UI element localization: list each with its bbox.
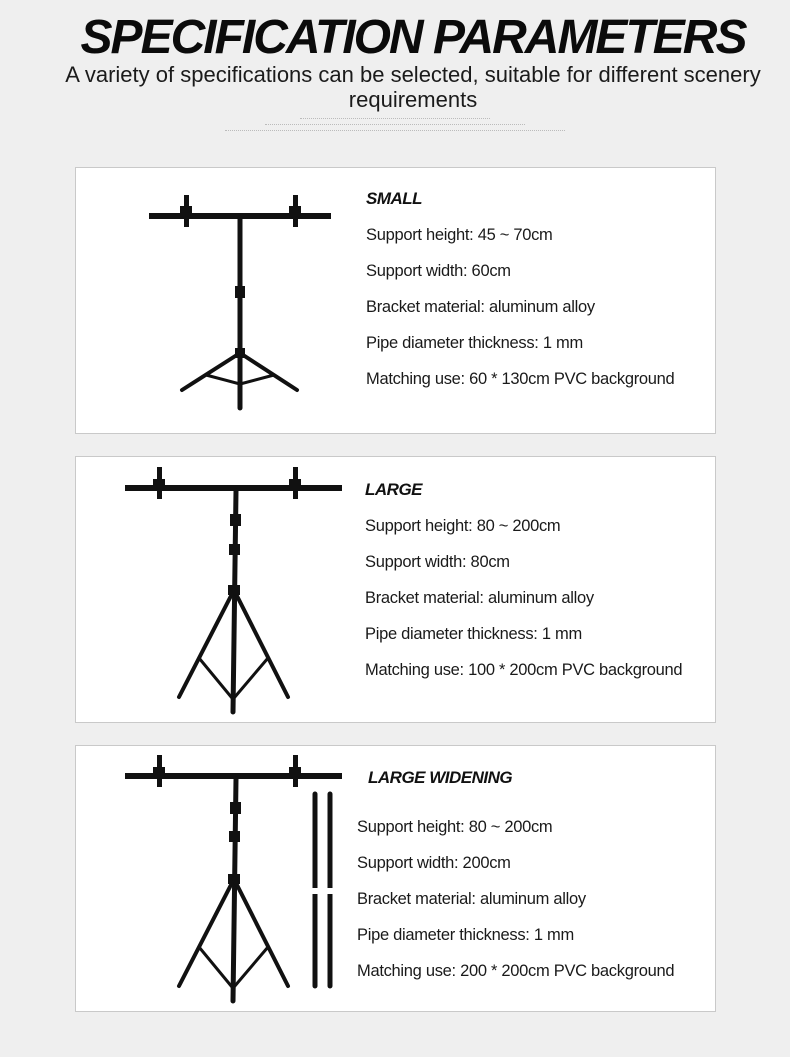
- spec-list-large: [365, 508, 682, 688]
- product-name-large: LARGE: [365, 480, 422, 499]
- spec-pipe-thickness: Pipe diameter thickness: 1 mm: [365, 625, 582, 643]
- spec-list-large-widening: [357, 809, 674, 989]
- spec-support-height: Support height: 80 ~ 200cm: [357, 818, 553, 836]
- spec-support-height: Support height: 45 ~ 70cm: [366, 226, 553, 244]
- spec-bracket-material: Bracket material: aluminum alloy: [357, 890, 586, 908]
- backdrop-stand-large-icon: [76, 457, 376, 722]
- backdrop-stand-widening-icon: [76, 746, 376, 1011]
- backdrop-stand-small-icon: [76, 168, 376, 433]
- fine-print-line: [265, 124, 525, 126]
- product-name-large-widening: LARGE WIDENING: [368, 768, 513, 787]
- fine-print-line: [300, 118, 490, 120]
- spec-support-height: Support height: 80 ~ 200cm: [365, 517, 561, 535]
- spec-matching-use: Matching use: 200 * 200cm PVC background: [357, 962, 675, 980]
- spec-matching-use: Matching use: 100 * 200cm PVC background: [365, 661, 683, 679]
- page-title: SPECIFICATION PARAMETERS: [80, 11, 746, 64]
- spec-pipe-thickness: Pipe diameter thickness: 1 mm: [357, 926, 574, 944]
- product-card-small: [75, 167, 716, 434]
- product-card-large-widening: [75, 745, 716, 1012]
- spec-bracket-material: Bracket material: aluminum alloy: [366, 298, 595, 316]
- spec-support-width: Support width: 200cm: [357, 854, 511, 872]
- page-subtitle: A variety of specifications can be selected, suitable for different scenery requirements: [65, 62, 761, 112]
- spec-pipe-thickness: Pipe diameter thickness: 1 mm: [366, 334, 583, 352]
- spec-matching-use: Matching use: 60 * 130cm PVC background: [366, 370, 675, 388]
- spec-support-width: Support width: 60cm: [366, 262, 511, 280]
- spec-support-width: Support width: 80cm: [365, 553, 510, 571]
- spec-list-small: [366, 217, 674, 397]
- fine-print-line: [225, 130, 565, 132]
- product-name-small: SMALL: [366, 189, 423, 208]
- spec-bracket-material: Bracket material: aluminum alloy: [365, 589, 594, 607]
- product-card-large: [75, 456, 716, 723]
